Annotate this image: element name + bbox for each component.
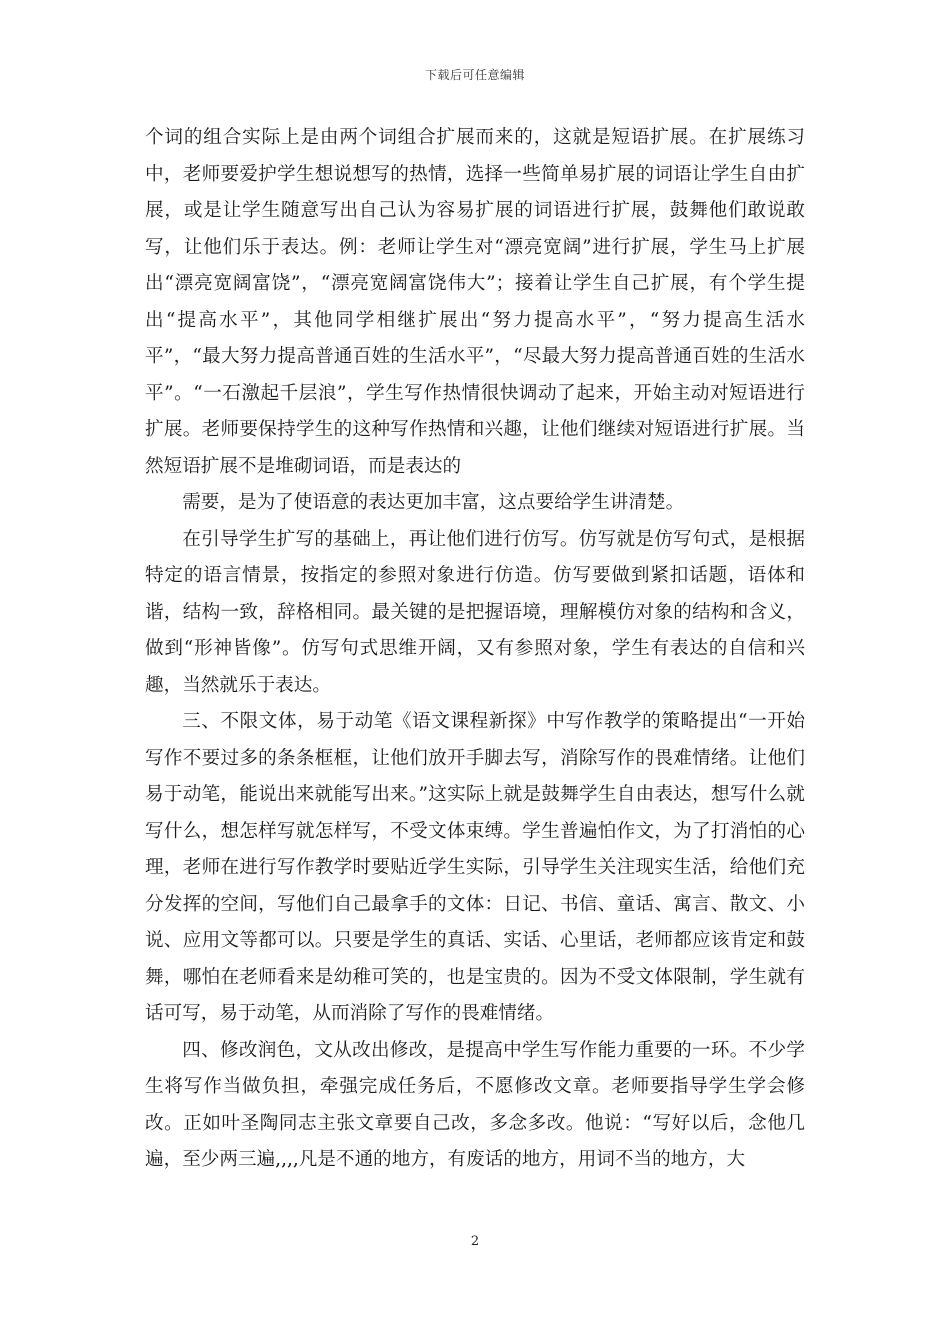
paragraph-continuation-2: 需要，是为了使语意的表达更加丰富，这点要给学生讲清楚。 [182, 492, 685, 513]
body-text [145, 120, 805, 1179]
page-header: 下载后可任意编辑 [424, 68, 525, 82]
paragraph-continuation: 个词的组合实际上是由两个词组合扩展而来的，这就是短语扩展。在扩展练习中，老师要爱护学生想说想写的热情，选择一些简单易扩展的词语让学生自由扩展，或是让学生随意写出自己认为容易扩展的词语进行扩展，鼓舞他们敢说敢写，让他们乐于表达。例：老师让学生对“漂亮宽阔”进行扩展，学生马上扩展出“漂亮宽阔富饶”，“漂亮宽阔富饶伟大”；接着让学生自己扩展，有个学生提出“提高水平”，其他同学相继扩展出“努力提高水平”，“努力提高生活水平”，“最大努力提高普通百姓的生活水平”，“尽最大努力提高普通百姓的生活水平”。“一石激起千层浪”，学生写作热情很快调动了起来，开始主动对短语进行扩展。老师要保持学生的这种写作热情和兴趣，让他们继续对短语进行扩展。当然短语扩展不是堆砌词语，而是表达的 [145, 127, 805, 477]
paragraph-imitation-writing: 在引导学生扩写的基础上，再让他们进行仿写。仿写就是仿写句式，是根据特定的语言情景，按指定的参照对象进行仿造。仿写要做到紧扣话题，语体和谐，结构一致，辞格相同。最关键的是把握语境，理解模仿对象的结构和含义，做到“形神皆像”。仿写句式思维开阔，又有参照对象，学生有表达的自信和兴趣，当然就乐于表达。 [145, 528, 805, 696]
page-number: 2 [470, 1234, 480, 1249]
paragraph-section-four: 四、修改润色，文从改出修改，是提高中学生写作能力重要的一环。不少学生将写作当做负担，牵强完成任务后，不愿修改文章。老师要指导学生学会修改。正如叶圣陶同志主张文章要自己改，多念多改。他说：“写好以后，念他几遍，至少两三遍,,,,凡是不通的地方，有废话的地方，用词不当的地方，大 [145, 1039, 805, 1170]
paragraph-section-three: 三、不限文体，易于动笔《语文课程新探》中写作教学的策略提出“一开始写作不要过多的条条框框，让他们放开手脚去写，消除写作的畏难情绪。让他们易于动笔，能说出来就能写出来。”这实际上就是鼓舞学生自由表达，想写什么就写什么，想怎样写就怎样写，不受文体束缚。学生普遍怕作文，为了打消怕的心理，老师在进行写作教学时要贴近学生实际，引导学生关注现实生活，给他们充分发挥的空间，写他们自己最拿手的文体：日记、书信、童话、寓言、散文、小说、应用文等都可以。只要是学生的真话、实话、心里话，老师都应该肯定和鼓舞，哪怕在老师看来是幼稚可笑的，也是宝贵的。因为不受文体限制，学生就有话可写，易于动笔，从而消除了写作的畏难情绪。 [145, 711, 805, 1024]
